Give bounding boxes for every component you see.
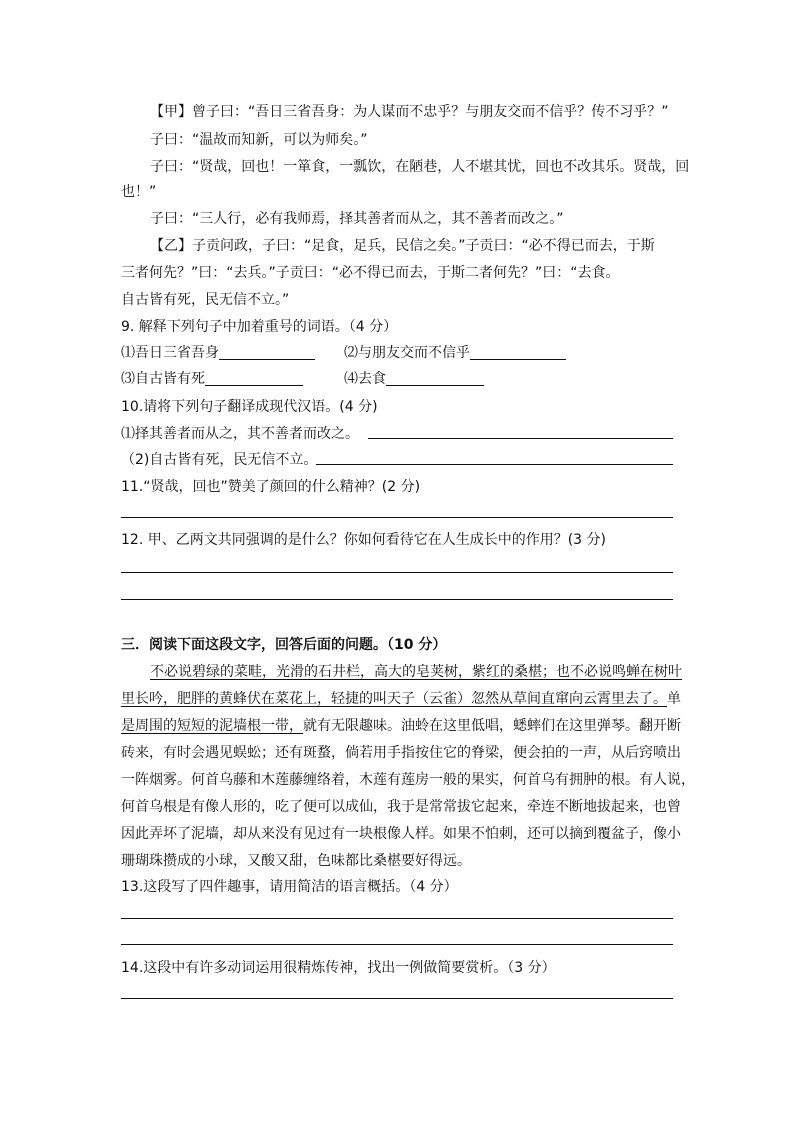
question-9-stem: 9. 解释下列句子中加着重号的词语。（4 分） — [121, 319, 398, 335]
answer-line[interactable] — [121, 572, 673, 573]
answer-line[interactable] — [121, 599, 673, 600]
answer-line[interactable] — [316, 464, 673, 465]
item-text: ⑵与朋友交而不信乎 — [344, 345, 470, 361]
passage-jia-line: 子曰：“贤哉，回也！一箪食，一瓢饮，在陋巷，人不堪其忧，回也不改其乐。贤哉，回 — [150, 159, 690, 175]
passage-jia-line: 子曰：“三人行，必有我师焉，择其善者而从之，其不善者而改之。” — [150, 211, 564, 227]
question-9-item-2 — [344, 343, 566, 363]
answer-line[interactable] — [121, 918, 673, 919]
passage-text: 就有无限趣味。油蛉在这里低唱，蟋蟀们在这里弹琴。翻开断 — [303, 718, 681, 734]
underlined-text: 里长吟，肥胖的黄蜂伏在菜花上，轻捷的叫天子（云雀）忽然从草间直窜向云霄里去了。 — [121, 691, 667, 707]
answer-blank[interactable] — [205, 371, 303, 386]
passage-jia-line: 【甲】曾子曰：“吾日三省吾身：为人谋而不忠乎？与朋友交而不信乎？传不习乎？” — [150, 104, 669, 120]
passage-line: 因此弄坏了泥墙，却从来没有见过有一块根像人样。如果不怕刺，还可以摘到覆盆子，像小 — [121, 826, 681, 842]
passage-yi-line: 自古皆有死，民无信不立。” — [121, 292, 290, 308]
passage-jia-line: 子曰：“温故而知新，可以为师矣。” — [150, 132, 368, 148]
passage-text: 单 — [667, 691, 681, 707]
question-14-stem: 14.这段中有许多动词运用很精炼传神，找出一例做简要赏析。（3 分） — [121, 960, 556, 976]
question-12-stem: 12. 甲、乙两文共同强调的是什么？你如何看待它在人生成长中的作用？(3 分) — [121, 532, 606, 548]
answer-blank[interactable] — [470, 345, 566, 360]
item-text: ⑷去食 — [344, 371, 386, 387]
question-10-item-2: （2)自古皆有死，民无信不立。 — [121, 452, 318, 468]
underlined-text: 不必说碧绿的菜畦，光滑的石井栏，高大的皂荚树，紫红的桑椹；也不必说鸣蝉在树叶 — [150, 664, 682, 680]
question-9-item-3 — [121, 369, 303, 389]
question-9-item-1 — [121, 343, 315, 363]
answer-line[interactable] — [368, 438, 673, 439]
underlined-text: 是周围的短短的泥墙根一带， — [121, 718, 303, 734]
answer-blank[interactable] — [386, 371, 484, 386]
passage-line: 何首乌根是有像人形的，吃了便可以成仙，我于是常常拔它起来，牵连不断地拔起来，也曾 — [121, 799, 681, 815]
passage-jia-line: 也！” — [121, 184, 157, 200]
question-10-stem: 10.请将下列句子翻译成现代汉语。(4 分) — [121, 399, 378, 415]
passage-yi-line: 三者何先？”曰：“去兵。”子贡曰：“必不得已而去，于斯二者何先？”曰：“去食。 — [121, 265, 620, 281]
passage-yi-line: 【乙】子贡问政，子曰：“足食，足兵，民信之矣。”子贡曰：“必不得已而去，于斯 — [150, 238, 655, 254]
passage-line: 珊瑚珠攒成的小球，又酸又甜，色味都比桑椹要好得远。 — [121, 853, 471, 869]
answer-line[interactable] — [121, 998, 673, 999]
answer-line[interactable] — [121, 517, 673, 518]
question-11-stem: 11.“贤哉，回也”赞美了颜回的什么精神？(2 分) — [121, 479, 421, 495]
answer-line[interactable] — [121, 944, 673, 945]
question-13-stem: 13.这段写了四件趣事，请用简洁的语言概括。（4 分） — [121, 879, 458, 895]
question-9-item-4 — [344, 369, 484, 389]
passage-line — [121, 689, 681, 709]
passage-line — [150, 662, 682, 682]
passage-line: 砖来，有时会遇见蜈蚣；还有斑蝥，倘若用手指按住它的脊梁，便会拍的一声，从后窍喷出 — [121, 745, 681, 761]
item-text: ⑶自古皆有死 — [121, 371, 205, 387]
answer-blank[interactable] — [219, 345, 315, 360]
passage-line — [121, 716, 681, 736]
item-text: ⑴吾日三省吾身 — [121, 345, 219, 361]
passage-line: 一阵烟雾。何首乌藤和木莲藤缠络着，木莲有莲房一般的果实，何首乌有拥肿的根。有人说， — [121, 772, 695, 788]
section-3-heading: 三．阅读下面这段文字，回答后面的问题。（10 分） — [121, 637, 447, 653]
question-10-item-1: ⑴择其善者而从之，其不善者而改之。 — [121, 426, 359, 442]
